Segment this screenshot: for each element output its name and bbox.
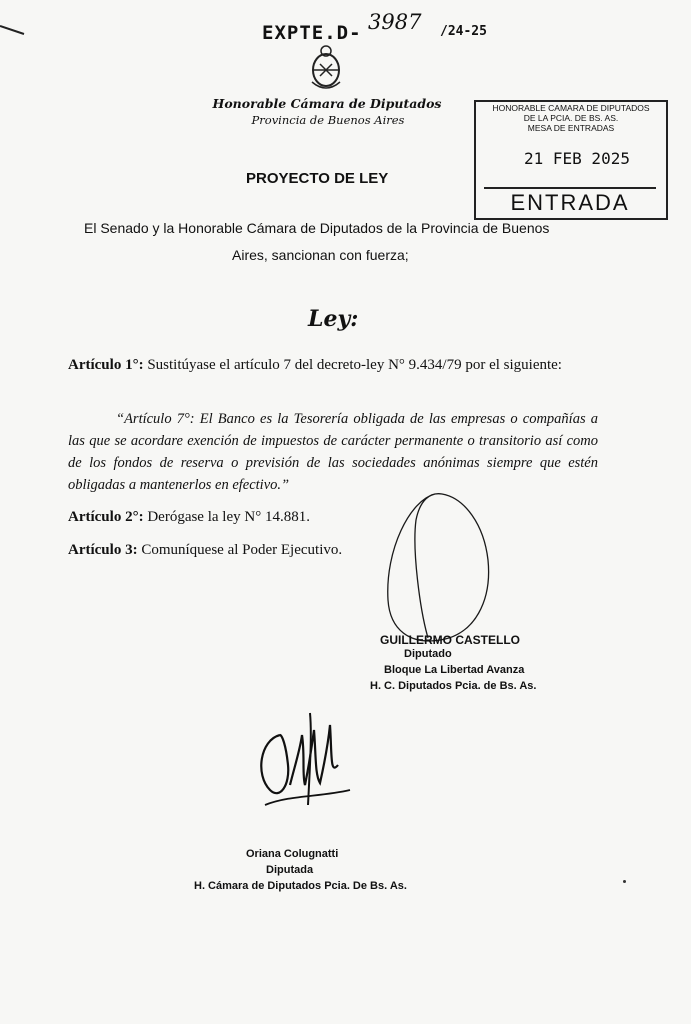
ink-dot [623, 880, 626, 883]
signature-1 [380, 490, 500, 650]
stamp-line1: HONORABLE CAMARA DE DIPUTADOS [492, 103, 650, 113]
stamp-date: 21 FEB 2025 [524, 149, 630, 168]
signatory-2-chamber: H. Cámara de Diputados Pcia. De Bs. As. [194, 880, 407, 892]
signatory-1-role: Diputado [404, 648, 452, 660]
expte-number: 3987 [368, 10, 422, 34]
intro-line1: El Senado y la Honorable Cámara de Diputados de la Provincia de Buenos [84, 220, 550, 236]
ley-heading: Ley: [308, 306, 359, 332]
expte-label: EXPTE.D- [262, 22, 362, 44]
signature-2 [250, 705, 360, 815]
article-1-label: Artículo 1°: [68, 357, 144, 373]
article-2 [68, 509, 310, 526]
article-1-text: Sustitúyase el artículo 7 del decreto-ley N° 9.434/79 por el siguiente: [143, 357, 562, 373]
signatory-1-chamber: H. C. Diputados Pcia. de Bs. As. [370, 680, 537, 692]
document-type: PROYECTO DE LEY [246, 170, 389, 187]
signatory-2-role: Diputada [266, 864, 314, 876]
article-3 [68, 542, 342, 559]
article-2-text: Derógase la ley N° 14.881. [143, 509, 310, 525]
stamp-label: ENTRADA [484, 187, 656, 215]
article-1 [68, 354, 598, 376]
intro-line2: Aires, sancionan con fuerza; [232, 247, 409, 263]
signatory-1-bloc: Bloque La Libertad Avanza [384, 664, 525, 676]
coat-of-arms-icon [306, 42, 346, 92]
expte-suffix: /24-25 [440, 24, 487, 39]
stamp-line3: MESA DE ENTRADAS [527, 123, 615, 133]
signatory-2-name: Oriana Colugnatti [246, 848, 339, 860]
chamber-title: Honorable Cámara de Diputados [212, 96, 442, 111]
article-3-label: Artículo 3: [68, 542, 138, 558]
article-2-label: Artículo 2°: [68, 509, 144, 525]
signatory-1-name: GUILLERMO CASTELLO [380, 633, 520, 647]
article-3-text: Comuníquese al Poder Ejecutivo. [137, 542, 343, 558]
chamber-subtitle: Provincia de Buenos Aires [251, 113, 405, 127]
entry-stamp [474, 100, 668, 220]
stamp-line2: DE LA PCIA. DE BS. AS. [523, 113, 619, 123]
article-1-quote: “Artículo 7°: El Banco es la Tesorería obligada de las empresas o compañías a las que se acordare exención de impuestos de carácter permanente o transitorio así como de los fondos de reserva o previsión de las sociedades anónimas siempre que estén obligadas a mantenerlos en efectivo.” [68, 411, 598, 493]
pen-mark [0, 20, 26, 36]
